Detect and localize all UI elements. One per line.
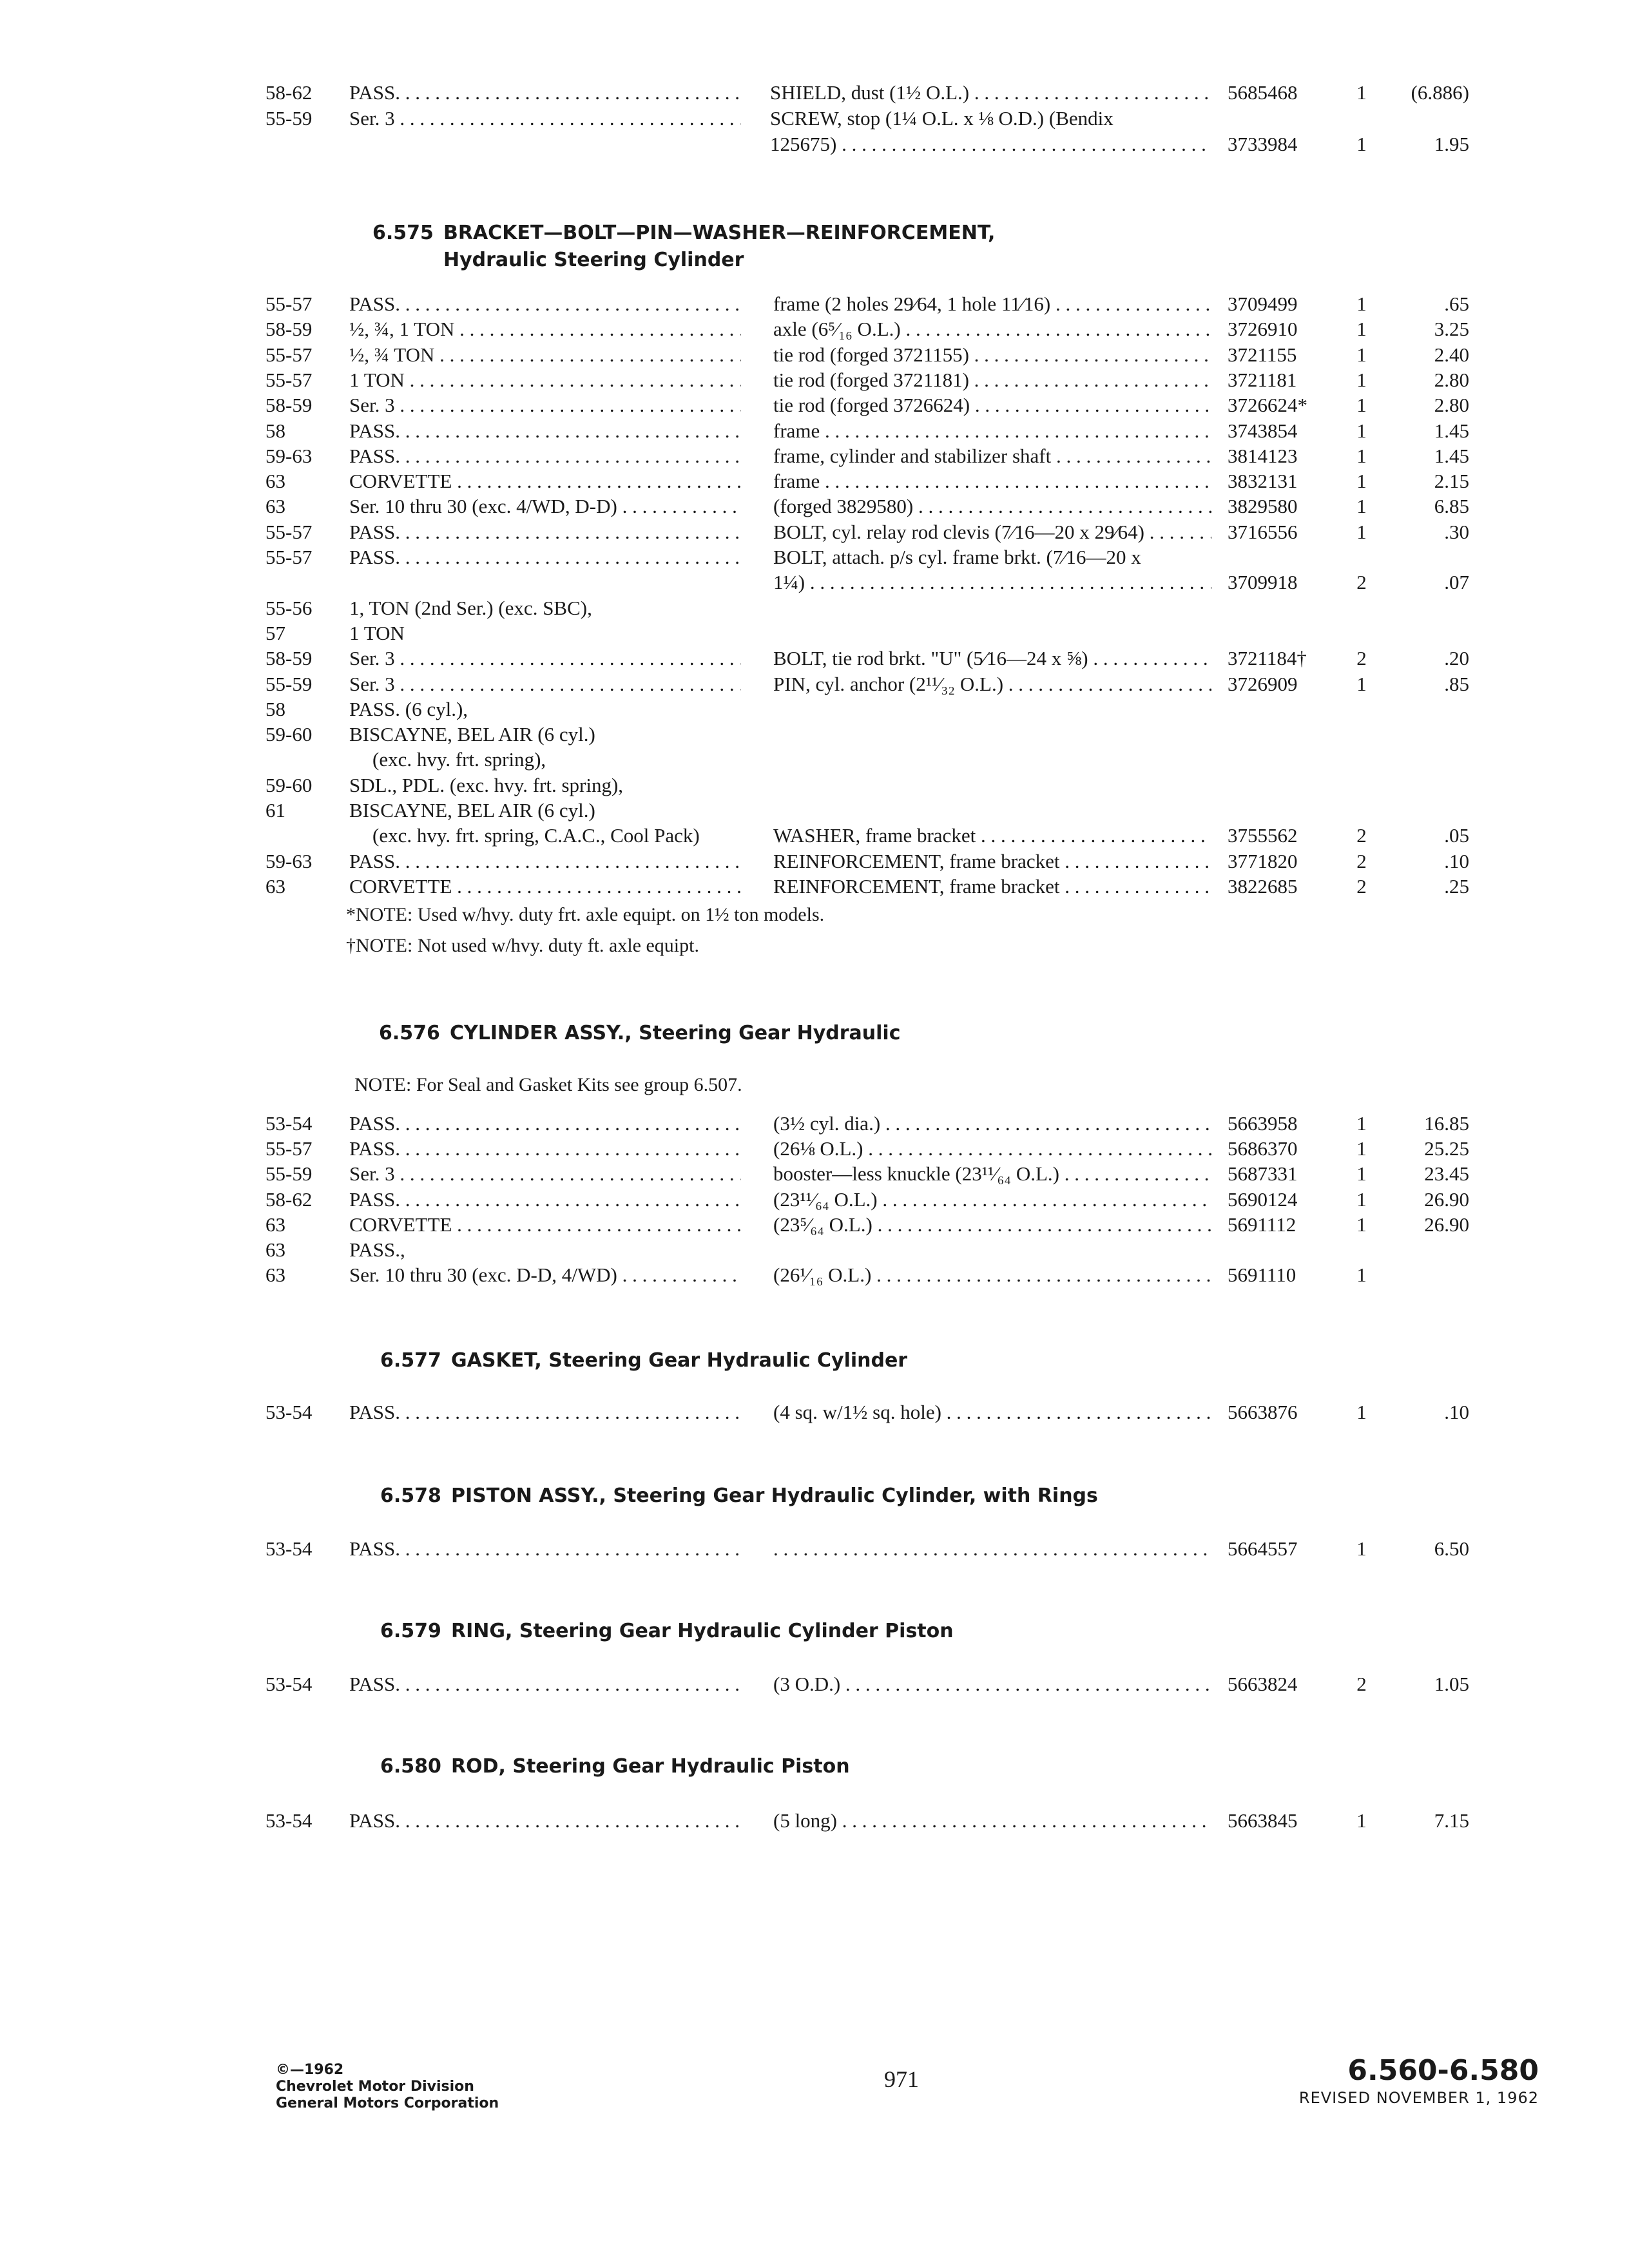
price-cell: 1.05 <box>1434 1673 1469 1695</box>
year-cell: 59-60 <box>265 723 313 746</box>
parts-row <box>0 1136 1629 1162</box>
section-title: GASKET, Steering Gear Hydraulic Cylinder <box>451 1349 908 1372</box>
parts-row <box>0 570 1629 595</box>
description-cell: frame, cylinder and stabilizer shaft . . . <box>773 443 1211 469</box>
application-cell: PASS. . . . <box>349 418 741 444</box>
parts-row <box>0 849 1629 874</box>
quantity-cell: 1 <box>1356 394 1367 417</box>
price-cell: .30 <box>1444 520 1469 543</box>
part-number-cell: 5686370 <box>1228 1137 1298 1160</box>
application-cell: PASS. (6 cyl.), <box>349 697 468 720</box>
price-cell: .20 <box>1444 647 1469 670</box>
parts-row <box>0 519 1629 545</box>
description-cell: BOLT, attach. p/s cyl. frame brkt. (7⁄16—20 x <box>773 546 1141 568</box>
quantity-cell: 1 <box>1356 470 1367 493</box>
quantity-cell: 1 <box>1356 1137 1367 1160</box>
footnote-dagger: †NOTE: Not used w/hvy. duty ft. axle equipt. <box>346 935 699 956</box>
year-cell: 59-63 <box>265 444 313 467</box>
year-cell: 55-56 <box>265 596 313 619</box>
section-subtitle-6575 <box>443 247 744 273</box>
application-cell: BISCAYNE, BEL AIR (6 cyl.) <box>349 723 595 746</box>
year-cell: 55-57 <box>265 546 313 568</box>
year-cell: 53-54 <box>265 1112 313 1135</box>
parts-row <box>0 823 1629 849</box>
section-heading-6578 <box>380 1483 1098 1509</box>
description-cell <box>773 1536 1211 1562</box>
parts-row <box>0 1671 1629 1697</box>
parts-row <box>0 80 1629 106</box>
section-title: CYLINDER ASSY., Steering Gear Hydraulic <box>450 1022 901 1044</box>
application-cell: PASS., <box>349 1238 405 1261</box>
parts-row <box>0 874 1629 899</box>
year-cell: 59-60 <box>265 773 313 796</box>
parts-row <box>0 722 1629 747</box>
quantity-cell: 1 <box>1356 368 1367 391</box>
quantity-cell: 2 <box>1356 849 1367 872</box>
part-number-cell: 3733984 <box>1228 133 1298 155</box>
section-note-6576: NOTE: For Seal and Gasket Kits see group 6.507. <box>354 1074 742 1095</box>
application-cell: PASS. . . . <box>349 1808 741 1834</box>
price-cell: .10 <box>1444 1401 1469 1423</box>
description-cell: (23¹¹⁄₆₄ O.L.) . . . <box>773 1187 1211 1213</box>
year-cell: 58-62 <box>265 81 313 104</box>
part-number-cell: 5664557 <box>1228 1537 1298 1560</box>
description-cell: (5 long) . . . <box>773 1808 1211 1834</box>
section-number: 6.576 <box>379 1022 440 1044</box>
quantity-cell: 1 <box>1356 419 1367 442</box>
section-number: 6.577 <box>380 1349 441 1372</box>
parts-row <box>0 291 1629 317</box>
parts-row <box>0 316 1629 342</box>
year-cell: 53-54 <box>265 1809 313 1832</box>
part-number-cell: 5687331 <box>1228 1162 1298 1186</box>
division-name: Chevrolet Motor Division <box>276 2079 474 2095</box>
section-heading-6576 <box>379 1021 900 1046</box>
part-number-cell: 3814123 <box>1228 444 1298 467</box>
parts-row <box>0 646 1629 671</box>
group-range: 6.560-6.580 <box>1347 2054 1539 2087</box>
year-cell: 58 <box>265 419 285 442</box>
parts-row <box>0 342 1629 368</box>
price-cell: 25.25 <box>1424 1137 1469 1160</box>
section-number: 6.578 <box>380 1485 441 1507</box>
description-cell: SHIELD, dust (1½ O.L.) . . . <box>770 80 1208 106</box>
year-cell: 63 <box>265 874 285 898</box>
price-cell: (6.886) <box>1411 81 1469 104</box>
parts-row <box>0 1212 1629 1238</box>
application-cell: PASS. . . . <box>349 849 741 874</box>
description-cell: booster—less knuckle (23¹¹⁄₆₄ O.L.) . . . <box>773 1161 1211 1187</box>
part-number-cell: 3726910 <box>1228 318 1298 341</box>
description-cell: (26¹⁄₁₆ O.L.) . . . <box>773 1262 1211 1288</box>
quantity-cell: 1 <box>1356 1187 1367 1211</box>
year-cell: 58-59 <box>265 394 313 417</box>
section-number: 6.580 <box>380 1755 441 1778</box>
application-cell: Ser. 3 . . . <box>349 671 741 697</box>
quantity-cell: 2 <box>1356 824 1367 847</box>
application-cell: Ser. 10 thru 30 (exc. D-D, 4/WD) . . . <box>349 1262 741 1288</box>
application-cell: CORVETTE . . . <box>349 874 741 899</box>
quantity-cell: 1 <box>1356 1537 1367 1560</box>
description-cell: REINFORCEMENT, frame bracket . . . <box>773 849 1211 874</box>
price-cell: .07 <box>1444 571 1469 594</box>
application-cell: PASS. . . . <box>349 291 741 317</box>
description-cell: BOLT, cyl. relay rod clevis (7⁄16—20 x 29⁄64) . . . <box>773 519 1211 545</box>
application-cell: PASS. . . . <box>349 1536 741 1562</box>
parts-row <box>0 106 1629 131</box>
price-cell: 7.15 <box>1434 1809 1469 1832</box>
year-cell: 53-54 <box>265 1537 313 1560</box>
year-cell: 63 <box>265 1238 285 1261</box>
price-cell: 1.95 <box>1434 133 1469 155</box>
application-cell: (exc. hvy. frt. spring), <box>372 748 546 771</box>
year-cell: 58-59 <box>265 647 313 670</box>
price-cell: 3.25 <box>1434 318 1469 341</box>
description-cell: tie rod (forged 3726624) . . . <box>773 392 1211 418</box>
part-number-cell: 5663845 <box>1228 1809 1298 1832</box>
parts-row <box>0 697 1629 722</box>
footnote-asterisk: *NOTE: Used w/hvy. duty frt. axle equipt. on 1½ ton models. <box>346 904 825 925</box>
application-cell: CORVETTE . . . <box>349 468 741 494</box>
quantity-cell: 1 <box>1356 343 1367 366</box>
application-cell: 1 TON . . . <box>349 367 741 393</box>
corporation-name: General Motors Corporation <box>276 2095 499 2111</box>
parts-row <box>0 1161 1629 1187</box>
part-number-cell: 3832131 <box>1228 470 1298 493</box>
section-heading-6579 <box>380 1619 954 1644</box>
quantity-cell: 1 <box>1356 81 1367 104</box>
application-cell: PASS. . . . <box>349 1187 741 1213</box>
parts-row <box>0 1237 1629 1263</box>
quantity-cell: 1 <box>1356 1112 1367 1135</box>
section-title: RING, Steering Gear Hydraulic Cylinder Piston <box>451 1620 954 1642</box>
quantity-cell: 2 <box>1356 647 1367 670</box>
quantity-cell: 1 <box>1356 1264 1367 1287</box>
part-number-cell: 3829580 <box>1228 495 1298 518</box>
application-cell: Ser. 10 thru 30 (exc. 4/WD, D-D) . . . <box>349 494 741 519</box>
price-cell: 16.85 <box>1424 1112 1469 1135</box>
section-heading-6577 <box>380 1348 907 1374</box>
application-cell: PASS. . . . <box>349 519 741 545</box>
price-cell: .25 <box>1444 874 1469 898</box>
price-cell: 6.50 <box>1434 1537 1469 1560</box>
application-cell: 1 TON <box>349 621 405 644</box>
part-number-cell: 5691112 <box>1228 1213 1296 1236</box>
application-cell: PASS. . . . <box>349 443 741 469</box>
year-cell: 55-59 <box>265 672 313 695</box>
quantity-cell: 2 <box>1356 571 1367 594</box>
quantity-cell: 1 <box>1356 1401 1367 1423</box>
description-cell: BOLT, tie rod brkt. "U" (5⁄16—24 x ⅝) . . . <box>773 646 1211 671</box>
year-cell: 63 <box>265 1264 285 1287</box>
description-cell: PIN, cyl. anchor (2¹¹⁄₃₂ O.L.) . . . <box>773 671 1211 697</box>
price-cell: 23.45 <box>1424 1162 1469 1186</box>
quantity-cell: 1 <box>1356 520 1367 543</box>
quantity-cell: 2 <box>1356 1673 1367 1695</box>
part-number-cell: 3726909 <box>1228 672 1298 695</box>
description-cell: (forged 3829580) . . . <box>773 494 1211 519</box>
application-cell: PASS. . . . <box>349 1399 741 1425</box>
application-cell: PASS. . . . <box>349 544 741 570</box>
parts-row <box>0 544 1629 570</box>
application-cell: CORVETTE . . . <box>349 1212 741 1238</box>
year-cell: 58-59 <box>265 318 313 341</box>
year-cell: 61 <box>265 799 285 822</box>
description-cell: (4 sq. w/1½ sq. hole) . . . <box>773 1399 1211 1425</box>
price-cell: 1.45 <box>1434 419 1469 442</box>
section-number: 6.579 <box>380 1620 441 1642</box>
description-cell: tie rod (forged 3721155) . . . <box>773 342 1211 368</box>
description-cell: frame . . . <box>773 418 1211 444</box>
price-cell: 2.80 <box>1434 368 1469 391</box>
quantity-cell: 2 <box>1356 874 1367 898</box>
year-cell: 63 <box>265 1213 285 1236</box>
application-cell: SDL., PDL. (exc. hvy. frt. spring), <box>349 773 624 796</box>
year-cell: 57 <box>265 621 285 644</box>
description-cell: tie rod (forged 3721181) . . . <box>773 367 1211 393</box>
description-cell: WASHER, frame bracket . . . <box>773 823 1211 849</box>
part-number-cell: 5663876 <box>1228 1401 1298 1423</box>
quantity-cell: 1 <box>1356 444 1367 467</box>
parts-row <box>0 131 1629 157</box>
quantity-cell: 1 <box>1356 318 1367 341</box>
quantity-cell: 1 <box>1356 1809 1367 1832</box>
description-cell: 1¼) . . . <box>773 570 1211 595</box>
price-cell: .85 <box>1444 672 1469 695</box>
part-number-cell: 3721184† <box>1228 647 1307 670</box>
parts-row <box>0 443 1629 469</box>
part-number-cell: 5685468 <box>1228 81 1298 104</box>
part-number-cell: 3755562 <box>1228 824 1298 847</box>
parts-row <box>0 1262 1629 1288</box>
description-cell: REINFORCEMENT, frame bracket . . . <box>773 874 1211 899</box>
application-cell: ½, ¾, 1 TON . . . <box>349 316 741 342</box>
year-cell: 55-57 <box>265 343 313 366</box>
year-cell: 55-57 <box>265 368 313 391</box>
publisher-block <box>276 2062 499 2112</box>
parts-row <box>0 392 1629 418</box>
price-cell: 26.90 <box>1424 1187 1469 1211</box>
price-cell: 1.45 <box>1434 444 1469 467</box>
quantity-cell: 1 <box>1356 495 1367 518</box>
description-cell: axle (6⁵⁄₁₆ O.L.) . . . <box>773 316 1211 342</box>
part-number-cell: 3822685 <box>1228 874 1298 898</box>
price-cell: .05 <box>1444 824 1469 847</box>
parts-row <box>0 468 1629 494</box>
year-cell: 55-57 <box>265 520 313 543</box>
price-cell: 6.85 <box>1434 495 1469 518</box>
section-title: PISTON ASSY., Steering Gear Hydraulic Cylinder, with Rings <box>451 1485 1098 1507</box>
description-cell: (23⁵⁄₆₄ O.L.) . . . <box>773 1212 1211 1238</box>
price-cell: 2.40 <box>1434 343 1469 366</box>
parts-row <box>0 671 1629 697</box>
parts-row <box>0 747 1629 773</box>
part-number-cell: 3721181 <box>1228 368 1297 391</box>
description-cell: frame (2 holes 29⁄64, 1 hole 11⁄16) . . . <box>773 291 1211 317</box>
application-cell: 1, TON (2nd Ser.) (exc. SBC), <box>349 596 592 619</box>
parts-row <box>0 1399 1629 1425</box>
description-cell: (3 O.D.) . . . <box>773 1671 1211 1697</box>
quantity-cell: 1 <box>1356 672 1367 695</box>
application-cell: PASS. . . . <box>349 1111 741 1137</box>
description-cell: 125675) . . . <box>770 131 1208 157</box>
parts-row <box>0 367 1629 393</box>
description-cell: (3½ cyl. dia.) . . . <box>773 1111 1211 1137</box>
description-cell: SCREW, stop (1¼ O.L. x ⅛ O.D.) (Bendix <box>770 107 1113 130</box>
part-number-cell: 3771820 <box>1228 849 1298 872</box>
part-number-cell: 3721155 <box>1228 343 1297 366</box>
quantity-cell: 1 <box>1356 133 1367 155</box>
year-cell: 55-59 <box>265 107 313 130</box>
year-cell: 55-59 <box>265 1162 313 1186</box>
section-number: 6.575 <box>372 222 434 244</box>
part-number-cell: 3716556 <box>1228 520 1298 543</box>
application-cell: Ser. 3 . . . <box>349 646 741 671</box>
application-cell: PASS. . . . <box>349 1136 741 1162</box>
parts-row <box>0 494 1629 519</box>
year-cell: 63 <box>265 470 285 493</box>
year-cell: 55-57 <box>265 1137 313 1160</box>
parts-row <box>0 1536 1629 1562</box>
section-heading-6575 <box>372 220 995 246</box>
copyright: ©—1962 <box>276 2062 344 2078</box>
parts-row <box>0 595 1629 621</box>
quantity-cell: 1 <box>1356 1213 1367 1236</box>
application-cell: Ser. 3 . . . <box>349 392 741 418</box>
application-cell: PASS. . . . <box>349 80 741 106</box>
quantity-cell: 1 <box>1356 1162 1367 1186</box>
section-title: ROD, Steering Gear Hydraulic Piston <box>451 1755 850 1778</box>
parts-row <box>0 418 1629 444</box>
part-number-cell: 5691110 <box>1228 1264 1296 1287</box>
section-heading-6580 <box>380 1754 850 1780</box>
year-cell: 58 <box>265 697 285 720</box>
application-cell: Ser. 3 . . . <box>349 1161 741 1187</box>
parts-row <box>0 798 1629 823</box>
page-number: 971 <box>884 2066 919 2092</box>
part-number-cell: 3709918 <box>1228 571 1298 594</box>
part-number-cell: 3743854 <box>1228 419 1298 442</box>
parts-row <box>0 1187 1629 1213</box>
price-cell: .65 <box>1444 293 1469 315</box>
part-number-cell: 3709499 <box>1228 293 1298 315</box>
description-cell: (26⅛ O.L.) . . . <box>773 1136 1211 1162</box>
parts-row <box>0 1808 1629 1834</box>
year-cell: 58-62 <box>265 1187 313 1211</box>
application-cell: ½, ¾ TON . . . <box>349 342 741 368</box>
part-number-cell: 5690124 <box>1228 1187 1298 1211</box>
year-cell: 59-63 <box>265 849 313 872</box>
year-cell: 63 <box>265 495 285 518</box>
parts-row <box>0 1111 1629 1137</box>
price-cell: 2.80 <box>1434 394 1469 417</box>
application-cell: PASS. . . . <box>349 1671 741 1697</box>
year-cell: 53-54 <box>265 1673 313 1695</box>
part-number-cell: 3726624* <box>1228 394 1307 417</box>
part-number-cell: 5663824 <box>1228 1673 1298 1695</box>
section-subtitle: Hydraulic Steering Cylinder <box>443 249 744 271</box>
application-cell: (exc. hvy. frt. spring, C.A.C., Cool Pack) <box>372 824 700 847</box>
revision-date: REVISED NOVEMBER 1, 1962 <box>1298 2089 1539 2107</box>
part-number-cell: 5663958 <box>1228 1112 1298 1135</box>
price-cell: 26.90 <box>1424 1213 1469 1236</box>
year-cell: 55-57 <box>265 293 313 315</box>
year-cell: 53-54 <box>265 1401 313 1423</box>
parts-row <box>0 773 1629 798</box>
application-cell: BISCAYNE, BEL AIR (6 cyl.) <box>349 799 595 822</box>
parts-row <box>0 620 1629 646</box>
description-cell: frame . . . <box>773 468 1211 494</box>
quantity-cell: 1 <box>1356 293 1367 315</box>
section-title: BRACKET—BOLT—PIN—WASHER—REINFORCEMENT, <box>443 222 996 244</box>
price-cell: 2.15 <box>1434 470 1469 493</box>
price-cell: .10 <box>1444 849 1469 872</box>
application-cell: Ser. 3 . . . <box>349 106 741 131</box>
